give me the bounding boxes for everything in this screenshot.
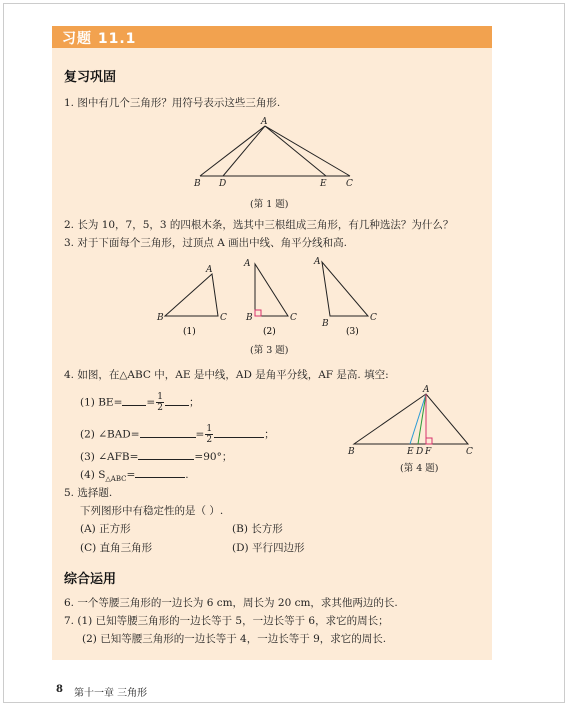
q4-part-3-prefix: (3) ∠AFB= bbox=[80, 451, 139, 463]
q5-option-b[interactable]: (B) 长方形 bbox=[232, 523, 283, 535]
q4-part-2 bbox=[80, 424, 275, 445]
frac-numerator: 1 bbox=[206, 424, 213, 434]
section-review-title: 复习巩固 bbox=[64, 70, 117, 85]
q4-part-4-eq: = bbox=[126, 469, 136, 481]
q4-part-3 bbox=[80, 450, 232, 464]
question-3-figure bbox=[150, 254, 390, 344]
exercise-title: 习题 11.1 bbox=[62, 31, 137, 47]
q4-part-1-prefix: (1) BE= bbox=[80, 396, 123, 409]
q4-part-1-eq: = bbox=[146, 396, 156, 409]
question-3-caption: (第 3 题) bbox=[250, 345, 289, 356]
question-7-line-2: (2) 已知等腰三角形的一边长等于 4，一边长等于 9，求它的周长. bbox=[82, 633, 387, 645]
q4-part-1-end: ； bbox=[188, 396, 200, 409]
q4-part-4-end: . bbox=[185, 469, 189, 481]
q4-part-4-prefix: (4) S bbox=[80, 469, 106, 481]
q1-label-b: B bbox=[194, 179, 201, 189]
section-application-title: 综合运用 bbox=[64, 572, 117, 587]
q4-part-2-prefix: (2) ∠BAD= bbox=[80, 428, 140, 441]
question-1-caption: (第 1 题) bbox=[250, 199, 289, 210]
q4-part-2-eq: = bbox=[195, 428, 205, 441]
q4-part-4-subscript: △ABC bbox=[105, 475, 127, 484]
question-1-figure bbox=[190, 118, 360, 188]
q3-sub-3: (3) bbox=[346, 327, 359, 337]
q4-part-2-blank-1[interactable] bbox=[140, 437, 196, 438]
question-5-stem: 下列图形中有稳定性的是（ ）. bbox=[80, 505, 224, 517]
q4-part-4-blank[interactable] bbox=[135, 477, 185, 478]
q3-fig1-label-c: C bbox=[220, 313, 227, 323]
q3-fig2-label-a: A bbox=[244, 259, 251, 269]
question-5-text: 5. 选择题. bbox=[64, 487, 113, 499]
q4-part-1 bbox=[80, 392, 199, 413]
q5-option-c[interactable]: (C) 直角三角形 bbox=[80, 542, 153, 554]
exercise-header bbox=[52, 26, 492, 48]
q4-label-d: D bbox=[416, 447, 424, 457]
q4-label-a: A bbox=[423, 385, 430, 395]
q3-fig3-label-b: B bbox=[322, 319, 329, 329]
q5-option-a[interactable]: (A) 正方形 bbox=[80, 523, 131, 535]
q4-label-e: E bbox=[407, 447, 414, 457]
question-2-text: 2. 长为 10，7，5，3 的四根木条，选其中三根组成三角形，有几种选法？为什么？ bbox=[64, 219, 454, 231]
frac-numerator: 1 bbox=[157, 392, 163, 402]
question-4-caption: (第 4 题) bbox=[400, 463, 439, 474]
q4-part-1-blank-1[interactable] bbox=[122, 405, 146, 406]
q3-fig1-label-a: A bbox=[206, 265, 213, 275]
q4-part-2-fraction bbox=[205, 424, 213, 445]
q4-label-b: B bbox=[348, 447, 355, 457]
question-4-figure bbox=[346, 384, 476, 459]
question-3-text: 3. 对于下面每个三角形，过顶点 A 画出中线、角平分线和高. bbox=[64, 237, 347, 249]
q3-fig3-label-a: A bbox=[314, 257, 321, 267]
q1-label-d: D bbox=[219, 179, 227, 189]
q3-fig2-label-b: B bbox=[246, 313, 253, 323]
question-7-line-1: 7. (1) 已知等腰三角形的一边长等于 5，一边长等于 6，求它的周长； bbox=[64, 615, 389, 627]
q4-part-2-end: ； bbox=[264, 428, 275, 441]
q4-part-4 bbox=[80, 468, 189, 486]
q4-part-1-blank-2[interactable] bbox=[165, 405, 189, 406]
chapter-title: 第十一章 三角形 bbox=[74, 688, 148, 699]
q3-fig3-label-c: C bbox=[370, 313, 377, 323]
q1-label-a: A bbox=[261, 117, 268, 127]
q4-part-3-end: =90°； bbox=[194, 451, 233, 463]
q5-option-d[interactable]: (D) 平行四边形 bbox=[232, 542, 305, 554]
question-4-text: 4. 如图，在△ABC 中，AE 是中线，AD 是角平分线，AF 是高. 填空: bbox=[64, 369, 389, 381]
q4-label-f: F bbox=[425, 447, 432, 457]
q4-label-c: C bbox=[466, 447, 473, 457]
q4-part-2-blank-2[interactable] bbox=[214, 437, 264, 438]
q3-fig1-label-b: B bbox=[157, 313, 164, 323]
question-6-text: 6. 一个等腰三角形的一边长为 6 cm，周长为 20 cm，求其他两边的长. bbox=[64, 597, 398, 609]
frac-denominator: 2 bbox=[157, 403, 163, 413]
q4-part-3-blank[interactable] bbox=[138, 459, 194, 460]
q3-fig2-label-c: C bbox=[290, 313, 297, 323]
question-1-text: 1. 图中有几个三角形？用符号表示这些三角形. bbox=[64, 97, 281, 109]
q3-sub-1: (1) bbox=[183, 327, 196, 337]
q1-label-e: E bbox=[320, 179, 327, 189]
page-number: 8 bbox=[56, 684, 63, 695]
q3-sub-2: (2) bbox=[263, 327, 276, 337]
q1-label-c: C bbox=[346, 179, 353, 189]
q4-part-1-fraction bbox=[156, 392, 164, 413]
frac-denominator: 2 bbox=[206, 435, 213, 445]
